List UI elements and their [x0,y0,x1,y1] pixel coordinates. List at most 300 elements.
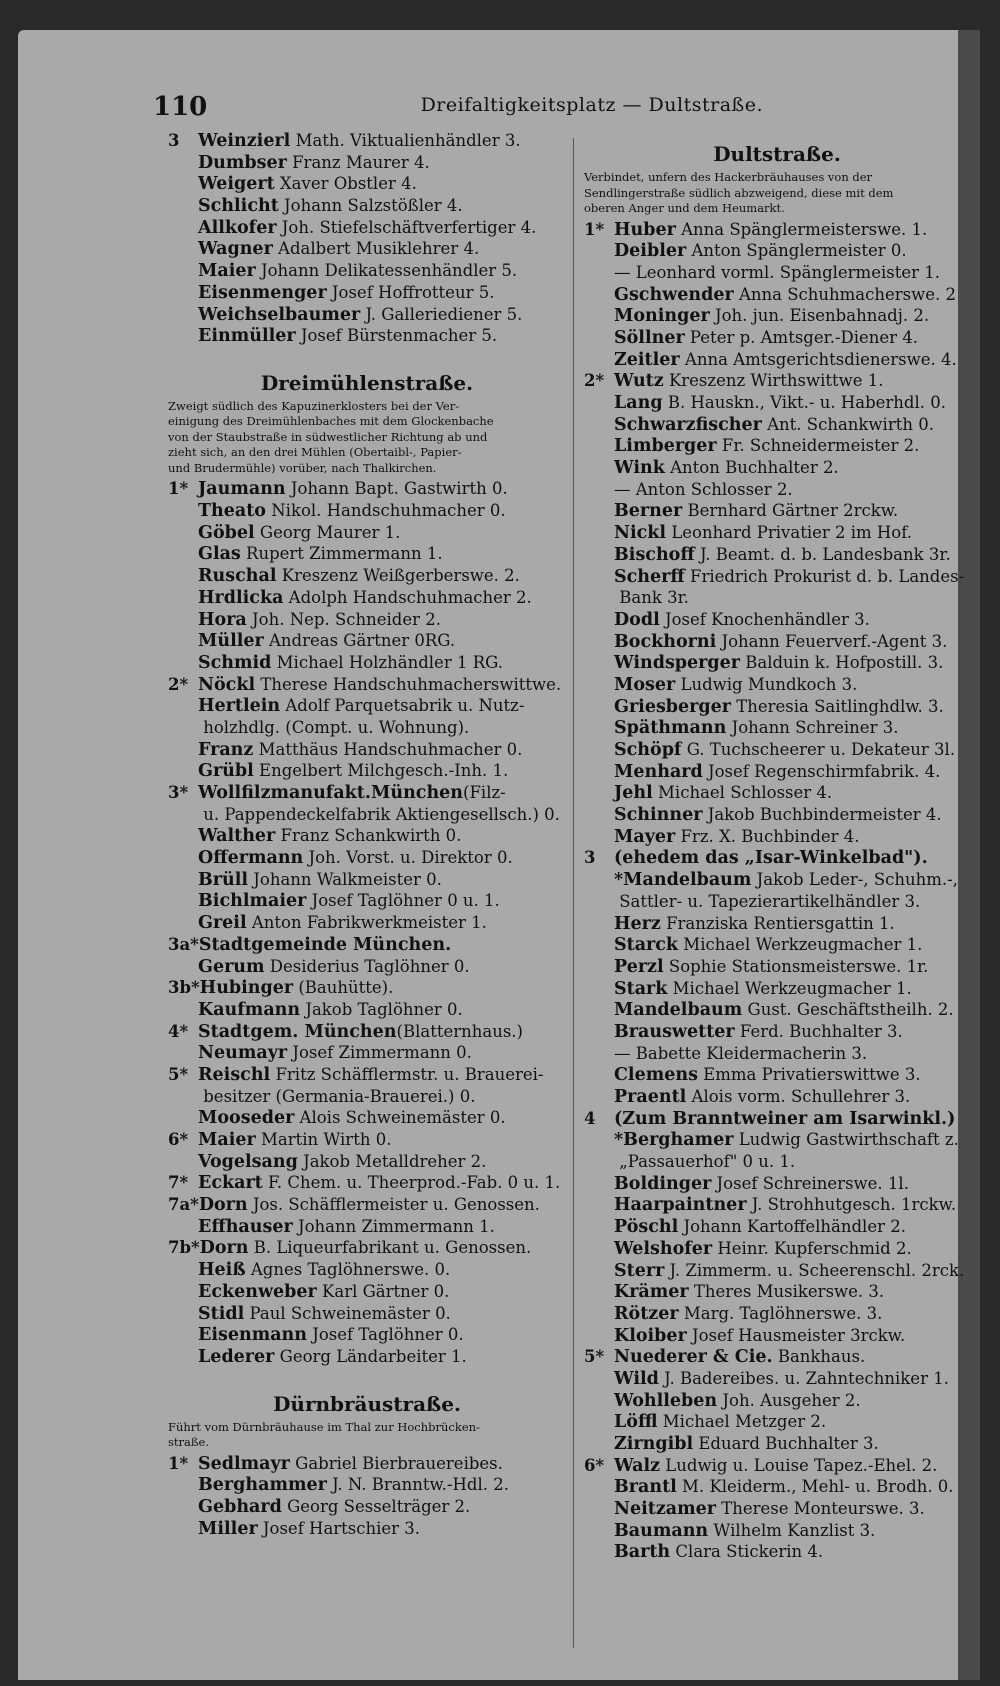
directory-entry [584,1520,970,1542]
resident-details: Ludwig u. Louise Tapez.-Ehel. 2. [660,1455,938,1475]
resident-name: Greil [198,913,247,934]
resident-name: Gschwender [614,284,734,305]
resident-name: Dodl [614,609,660,630]
resident-name: (Zum Branntweiner am Isarwinkl.) [614,1108,956,1129]
resident-name: Schinner [614,805,703,826]
directory-entry [168,1346,566,1368]
resident-details: Josef Hoffrotteur 5. [326,282,495,302]
directory-entry [584,717,970,739]
directory-entry [584,804,970,826]
resident-name: Stidl [198,1303,245,1324]
directory-entry [584,414,970,436]
resident-name: Krämer [614,1282,689,1303]
directory-entry [168,804,566,826]
description-line: von der Staubstraße in südwestlicher Richtung ab und [168,429,488,444]
resident-name: Windsperger [614,653,740,674]
resident-details: (Blatternhaus.) [396,1021,523,1041]
resident-details: J. Strohhutgesch. 1rckw. [746,1195,957,1215]
description-line: Verbindet, unfern des Hackerbräuhauses von der [584,170,873,184]
resident-name: Griesberger [614,696,731,717]
resident-name: Effhauser [198,1216,293,1237]
directory-entry [168,587,566,609]
directory-entry [584,1064,970,1086]
resident-name: Einmüller [198,326,296,347]
directory-entry [584,1043,970,1065]
directory-entry [584,587,970,609]
directory-entry [584,1194,970,1216]
directory-entry [584,479,970,501]
house-number: 3a* [168,934,199,954]
resident-details: Heinr. Kupferschmid 2. [712,1238,912,1258]
resident-name: Heiß [198,1260,246,1281]
resident-name: Lederer [198,1346,275,1367]
directory-entry [584,284,970,306]
resident-details: (Bauhütte). [293,978,394,998]
resident-name: Sedlmayr [198,1453,290,1474]
resident-details: Alois Schweinemäster 0. [294,1108,506,1128]
section-gap [168,1368,566,1382]
resident-name: Maier [198,261,256,282]
resident-name: Späthmann [614,718,727,739]
resident-name: Boldinger [614,1173,712,1194]
resident-details: Bank 3r. [614,588,689,608]
directory-entry [168,1259,566,1281]
directory-page [18,30,980,1680]
directory-entry [168,522,566,544]
resident-name: Zeitler [614,349,680,370]
resident-name: Rötzer [614,1303,679,1324]
directory-entry [584,1129,970,1151]
directory-entry [168,1172,566,1194]
directory-entry [584,956,970,978]
resident-name: Vogelsang [198,1151,298,1172]
resident-details: F. Chem. u. Theerprod.-Fab. 0 u. 1. [262,1173,561,1193]
page-number: 110 [153,92,208,122]
resident-name: Welshofer [614,1238,713,1259]
directory-entry [584,1390,970,1412]
resident-details: Kreszenz Weißgerberswe. 2. [276,566,520,586]
resident-details: Bernhard Gärtner 2rckw. [682,501,899,521]
house-number: 1* [168,1453,189,1473]
directory-entry [168,500,566,522]
resident-name: Huber [614,219,676,240]
resident-name: Berner [614,501,683,522]
directory-entry [584,739,970,761]
resident-name: Wink [614,458,665,479]
resident-details: Georg Ländarbeiter 1. [274,1346,467,1366]
directory-entry [168,956,566,978]
resident-name: Weigert [198,174,275,195]
resident-details: Georg Sesselträger 2. [281,1496,471,1516]
house-number: 4 [584,1108,596,1128]
resident-name: Müller [198,631,264,652]
resident-details: Rupert Zimmermann 1. [240,544,443,564]
resident-details: Bankhaus. [772,1347,866,1367]
column-divider [573,138,574,1648]
left-column [168,130,566,1539]
resident-details: Matthäus Handschuhmacher 0. [253,739,523,759]
right-column [584,130,970,1563]
resident-details: Martin Wirth 0. [255,1130,392,1149]
resident-details: Wilhelm Kanzlist 3. [708,1520,876,1540]
resident-details: Alois vorm. Schullehrer 3. [686,1087,911,1106]
directory-entry [168,609,566,631]
resident-name: Kloiber [614,1325,687,1346]
resident-name: Eckenweber [198,1281,317,1302]
resident-details: Jos. Schäfflermeister u. Genossen. [247,1195,540,1215]
resident-name: Theato [198,501,266,522]
resident-name: Göbel [198,522,255,543]
resident-details: Josef Zimmermann 0. [287,1043,472,1063]
resident-name: Hubinger [199,978,294,999]
resident-name: Wild [614,1368,659,1389]
resident-details: Fritz Schäfflermstr. u. Brauerei- [270,1064,544,1084]
resident-details: B. Hauskn., Vikt.- u. Haberhdl. 0. [662,393,947,412]
directory-entry [168,1107,566,1129]
street-description-dult [584,170,970,217]
directory-entry [584,999,970,1021]
resident-name: Söllner [614,327,685,348]
directory-entry [168,1064,566,1086]
resident-name: Schöpf [614,740,682,760]
directory-entry [168,847,566,869]
house-number: 3 [168,131,180,150]
resident-details: Frz. X. Buchbinder 4. [675,826,860,846]
resident-name: Gebhard [198,1496,282,1517]
directory-entry [584,652,970,674]
directory-entry [168,1496,566,1518]
resident-details: Xaver Obstler 4. [274,174,417,194]
directory-entry [584,566,970,588]
resident-details: Michael Schlosser 4. [652,783,833,803]
resident-name: Stadtgemeinde München. [198,934,452,955]
resident-details: Anna Schuhmacherswe. 2 [733,284,956,304]
resident-details: Josef Taglöhner 0. [307,1325,464,1345]
resident-name: Kaufmann [198,999,301,1020]
resident-details: Johann Feuerverf.-Agent 3. [716,631,948,651]
resident-name: Weichselbaumer [198,304,361,325]
resident-name: Herz [614,913,661,934]
resident-name: Hora [198,609,247,630]
resident-details: Johann Schreiner 3. [726,718,899,738]
resident-name: Wollfilzmanufakt.München [198,783,464,803]
description-line: Sendlingerstraße südlich abzweigend, diese mit dem [584,185,894,200]
resident-details: Joh. Ausgeher 2. [717,1390,861,1410]
resident-name: Stadtgem. München [198,1021,397,1042]
resident-name: Sterr [614,1260,665,1281]
directory-entry [584,1433,970,1455]
resident-name: Praentl [614,1087,687,1107]
resident-details: holzhdlg. (Compt. u. Wohnung). [198,717,470,737]
directory-entry [168,130,566,152]
resident-details: Karl Gärtner 0. [316,1281,450,1301]
resident-details: J. Zimmerm. u. Scheerenschl. 2rck. [664,1260,965,1280]
directory-entry [168,304,566,326]
resident-details: Anton Buchhalter 2. [664,458,839,478]
resident-details: Johann Walkmeister 0. [248,869,442,889]
resident-name: Bichlmaier [198,891,307,912]
resident-name: Schmid [198,652,272,673]
resident-details: Michael Holzhändler 1 RG. [271,652,503,672]
resident-name: *Mandelbaum [614,870,752,891]
directory-entry [168,1518,566,1540]
directory-entry [584,826,970,848]
street-title-duernbraeu: Dürnbräustraße. [273,1391,461,1416]
resident-name: Zirngibl [614,1434,694,1454]
entries-duernbraeu [168,1453,566,1540]
resident-details: Michael Metzger 2. [657,1412,827,1432]
resident-name: Limberger [614,436,717,457]
resident-details: Josef Taglöhner 0 u. 1. [306,891,500,911]
directory-entry [584,631,970,653]
directory-entry [584,1346,970,1368]
directory-entry [584,696,970,718]
resident-details: Therese Handschuhmacherswittwe. [255,674,562,694]
directory-entry [168,825,566,847]
description-line: Zweigt südlich des Kapuzinerklosters bei der Ver- [168,398,460,413]
resident-details: Anna Amtsgerichtsdienerswe. 4. [679,349,957,369]
house-number: 3* [168,783,189,802]
directory-entry [584,1411,970,1433]
directory-entry [584,522,970,544]
directory-entry [584,392,970,414]
directory-entry [168,543,566,565]
directory-entry [168,674,566,696]
directory-entry [584,457,970,479]
resident-details: Fr. Schneidermeister 2. [716,436,920,456]
directory-entry [168,934,566,956]
resident-details: Sattler- u. Tapezierartikelhändler 3. [614,891,921,911]
resident-details: Josef Schreinerswe. 1l. [711,1173,909,1193]
directory-entry [168,325,566,347]
directory-entry [168,977,566,999]
resident-details: Eduard Buchhalter 3. [693,1434,879,1453]
house-number: 3b* [168,978,200,998]
resident-details: Josef Hausmeister 3rckw. [686,1325,906,1345]
directory-entry [584,305,970,327]
directory-entry [168,173,566,195]
resident-name: Lang [614,393,663,413]
resident-details: Agnes Taglöhnerswe. 0. [245,1260,451,1280]
resident-name: Reischl [198,1064,271,1085]
resident-details: Joh. jun. Eisenbahnadj. 2. [709,306,930,326]
resident-details: Engelbert Milchgesch.-Inh. 1. [253,761,509,781]
resident-name: Mayer [614,826,676,847]
house-number: 1* [168,479,189,499]
street-title-dreimuehlen: Dreimühlenstraße. [260,370,474,395]
house-number: 6* [584,1455,605,1475]
directory-entry [168,1237,566,1259]
resident-details: Ludwig Mundkoch 3. [675,674,858,694]
directory-entry [584,1541,970,1563]
directory-entry [584,782,970,804]
resident-name: Clemens [614,1065,698,1086]
resident-name: Weinzierl [198,131,291,151]
directory-entry [168,1042,566,1064]
house-number: 5* [168,1064,189,1084]
directory-entry [584,1173,970,1195]
resident-details: G. Tuchscheerer u. Dekateur 3l. [681,740,956,759]
resident-details: Gabriel Bierbrauereibes. [289,1453,503,1473]
resident-name: Jehl [614,783,653,804]
resident-details: „Passauerhof" 0 u. 1. [614,1152,796,1172]
resident-name: Wohlleben [614,1390,718,1411]
resident-name: Wagner [198,239,273,260]
resident-details: Nikol. Handschuhmacher 0. [265,501,506,521]
resident-name: Maier [198,1130,256,1150]
directory-entry [168,1281,566,1303]
directory-entry [168,1021,566,1043]
directory-entry [584,1476,970,1498]
resident-name: Brüll [198,869,249,890]
resident-details: — Leonhard vorml. Spänglermeister 1. [614,262,940,282]
house-number: 2* [584,371,605,391]
directory-entry [584,847,970,869]
resident-details: Joh. Stiefelschäftverfertiger 4. [276,217,537,237]
directory-entry [584,1108,970,1130]
resident-details: Johann Kartoffelhändler 2. [678,1217,906,1237]
resident-name: Offermann [198,848,304,869]
house-number: 7a* [168,1195,199,1215]
description-line: einigung des Dreimühlenbaches mit dem Glockenbache [168,414,494,429]
resident-name: Dumbser [198,152,287,173]
directory-entry [168,630,566,652]
directory-entry [168,782,566,804]
directory-entry [584,1281,970,1303]
resident-details: Math. Viktualienhändler 3. [290,131,521,150]
resident-details: — Babette Kleidermacherin 3. [614,1043,868,1063]
directory-entry [168,1303,566,1325]
resident-details: Anton Fabrikwerkmeister 1. [246,913,487,933]
resident-name: Allkofer [198,217,277,238]
directory-entry [168,238,566,260]
directory-entry [168,717,566,739]
directory-entry [584,1303,970,1325]
resident-details: Jakob Leder-, Schuhm.-, [751,870,958,890]
resident-name: Gerum [198,956,265,977]
street-description-dreimuehlen [168,399,566,477]
resident-details: Ferd. Buchhalter 3. [734,1021,903,1041]
directory-entry [168,912,566,934]
resident-name: Schlicht [198,196,279,217]
resident-name: Walther [198,826,276,847]
resident-name: Wutz [614,371,664,392]
directory-entry [168,1453,566,1475]
directory-entry [584,349,970,371]
directory-entry [584,891,970,913]
directory-entry [584,674,970,696]
directory-entry [584,219,970,241]
resident-name: Barth [614,1542,671,1563]
directory-entry [168,695,566,717]
house-number: 5* [584,1347,605,1367]
resident-name: Glas [198,544,241,565]
resident-details: (Filz- [463,783,506,802]
resident-name: Neitzamer [614,1499,717,1520]
resident-details: Adolph Handschuhmacher 2. [283,587,532,607]
resident-details: J. N. Branntw.-Hdl. 2. [326,1475,509,1495]
directory-entry [168,195,566,217]
directory-entry [168,478,566,500]
resident-details: Therese Monteurswe. 3. [716,1499,925,1519]
resident-details: Johann Salzstößler 4. [278,196,463,216]
resident-details: Ant. Schankwirth 0. [761,414,934,434]
resident-name: Starck [614,935,679,956]
directory-entry [584,761,970,783]
resident-details: Michael Werkzeugmacher 1. [678,935,923,955]
directory-entry [168,890,566,912]
description-line: oberen Anger und dem Heumarkt. [584,201,785,215]
house-number: 6* [168,1130,189,1149]
directory-entry [168,999,566,1021]
resident-name: Walz [614,1455,661,1476]
resident-details: Ludwig Gastwirthschaft z. [733,1130,959,1150]
directory-entry [168,1474,566,1496]
resident-details: Jakob Taglöhner 0. [300,999,463,1019]
directory-entry [584,1260,970,1282]
directory-entry [168,1129,566,1151]
entries-dreimuehlen [168,478,566,1367]
resident-name: Stark [614,978,668,999]
resident-details: Joh. Nep. Schneider 2. [246,609,441,629]
resident-name: Nuederer & Cie. [614,1347,773,1368]
directory-entry [168,869,566,891]
left-continuation-list [168,130,566,347]
resident-details: Johann Bapt. Gastwirth 0. [285,479,508,499]
resident-name: Nöckl [198,674,256,695]
house-number: 7* [168,1173,189,1193]
description-line: zieht sich, an den drei Mühlen (Obertaibl-, Papier- [168,445,462,460]
resident-details: Paul Schweinemäster 0. [244,1303,451,1323]
directory-entry [168,1086,566,1108]
resident-name: Eisenmann [198,1325,307,1346]
directory-entry [584,1325,970,1347]
resident-details: Gust. Geschäftstheilh. 2. [742,1000,954,1020]
directory-entry [168,1216,566,1238]
resident-details: Josef Hartschier 3. [257,1518,421,1538]
resident-name: Neumayr [198,1043,288,1064]
resident-details: Josef Regenschirmfabrik. 4. [702,761,941,781]
description-line: straße. [168,1435,210,1450]
resident-name: Nickl [614,523,667,544]
directory-entry [584,435,970,457]
resident-name: Dorn [198,1195,248,1216]
resident-details: u. Pappendeckelfabrik Aktiengesellsch.) 0. [198,804,560,824]
resident-details: Balduin k. Hofpostill. 3. [740,653,944,673]
directory-entry [584,262,970,284]
resident-details: Marg. Taglöhnerswe. 3. [678,1303,883,1323]
house-number: 3 [584,848,596,868]
resident-details: J. Badereibes. u. Zahntechniker 1. [658,1368,949,1388]
resident-name: Grübl [198,761,254,782]
resident-details: — Anton Schlosser 2. [614,479,793,499]
description-line: und Brudermühle) vorüber, nach Thalkirchen. [168,460,437,475]
resident-details: Josef Bürstenmacher 5. [295,326,498,346]
resident-name: Bockhorni [614,631,717,652]
resident-name: Schwarzfischer [614,414,762,435]
resident-name: Perzl [614,956,664,977]
directory-entry [168,1324,566,1346]
resident-details: Franz Schankwirth 0. [275,826,462,846]
resident-details: Desiderius Taglöhner 0. [264,956,470,976]
directory-entry [168,652,566,674]
resident-details: Leonhard Privatier 2 im Hof. [666,523,912,543]
directory-entry [584,1238,970,1260]
street-title-dult: Dultstraße. [713,142,841,166]
house-number: 4* [168,1021,189,1041]
resident-name: Hertlein [198,696,281,717]
resident-name: Miller [198,1518,258,1539]
